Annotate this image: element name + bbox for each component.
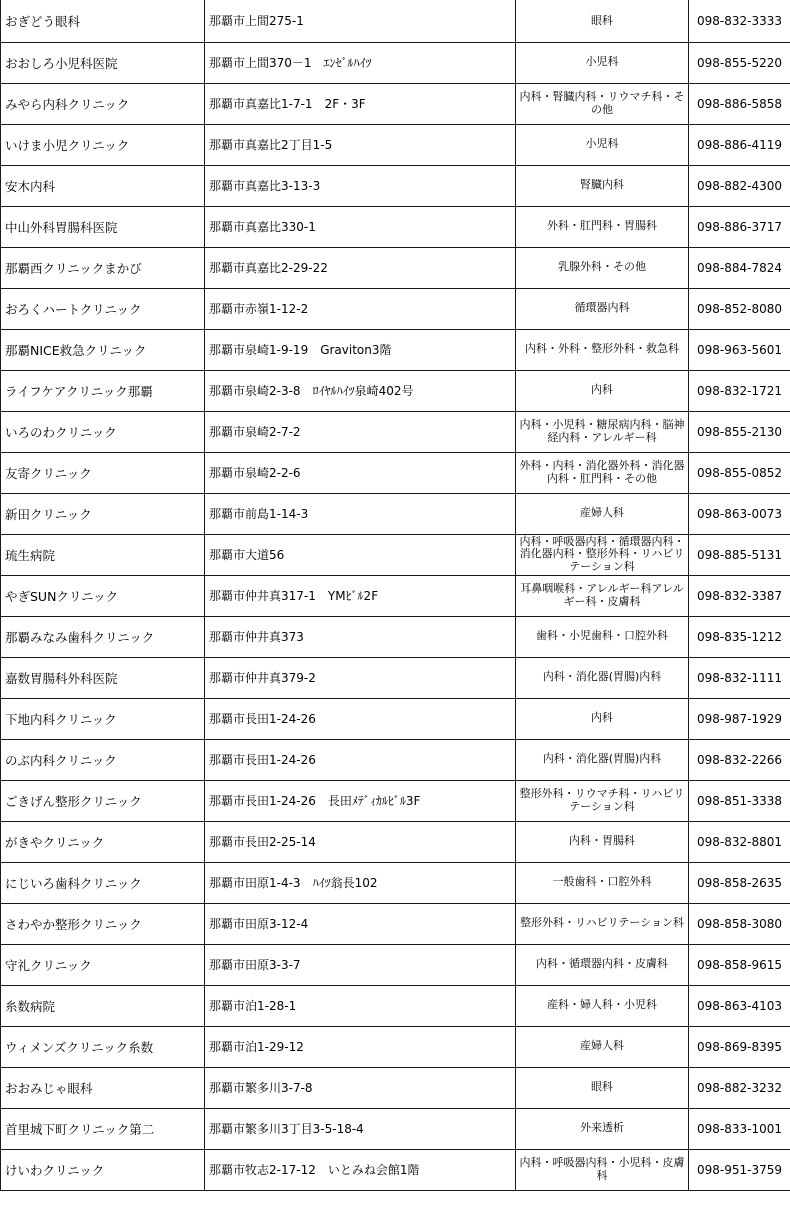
table-row [1, 288, 790, 329]
address-cell: 那覇市田原1-4-3 ﾊｲﾂ翁長102 [205, 862, 516, 903]
address-cell: 那覇市牧志2-17-12 いとみね会館1階 [205, 1149, 516, 1190]
clinic-name-cell: けいわクリニック [1, 1149, 205, 1190]
phone-cell: 098-832-2266 [689, 739, 790, 780]
address-cell: 那覇市泉崎1-9-19 Graviton3階 [205, 329, 516, 370]
table-row [1, 1026, 790, 1067]
address-cell: 那覇市長田1-24-26 長田ﾒﾃﾞｨｶﾙﾋﾞﾙ3F [205, 780, 516, 821]
address-cell: 那覇市長田1-24-26 [205, 698, 516, 739]
table-row [1, 657, 790, 698]
phone-cell: 098-832-1111 [689, 657, 790, 698]
department-cell: 外科・肛門科・胃腸科 [516, 206, 689, 247]
department-cell: 整形外科・リハビリテーション科 [516, 903, 689, 944]
table-row [1, 370, 790, 411]
clinic-name-cell: のぶ内科クリニック [1, 739, 205, 780]
address-cell: 那覇市前島1-14-3 [205, 493, 516, 534]
clinic-name-cell: いろのわクリニック [1, 411, 205, 452]
table-row [1, 739, 790, 780]
clinic-name-cell: 守礼クリニック [1, 944, 205, 985]
department-cell: 小児科 [516, 42, 689, 83]
phone-cell: 098-855-5220 [689, 42, 790, 83]
address-cell: 那覇市赤嶺1-12-2 [205, 288, 516, 329]
phone-cell: 098-882-4300 [689, 165, 790, 206]
table-row [1, 944, 790, 985]
address-cell: 那覇市泊1-28-1 [205, 985, 516, 1026]
clinic-name-cell: 糸数病院 [1, 985, 205, 1026]
address-cell: 那覇市田原3-12-4 [205, 903, 516, 944]
department-cell: 眼科 [516, 0, 689, 42]
phone-cell: 098-882-3232 [689, 1067, 790, 1108]
address-cell: 那覇市真嘉比330-1 [205, 206, 516, 247]
clinic-name-cell: ウィメンズクリニック糸数 [1, 1026, 205, 1067]
phone-cell: 098-987-1929 [689, 698, 790, 739]
clinic-name-cell: がきやクリニック [1, 821, 205, 862]
clinic-name-cell: おおみじゃ眼科 [1, 1067, 205, 1108]
table-row [1, 411, 790, 452]
department-cell: 整形外科・リウマチ科・リハビリテーション科 [516, 780, 689, 821]
department-cell: 内科・循環器内科・皮膚科 [516, 944, 689, 985]
address-cell: 那覇市長田2-25-14 [205, 821, 516, 862]
department-cell: 内科・外科・整形外科・救急科 [516, 329, 689, 370]
phone-cell: 098-832-3333 [689, 0, 790, 42]
phone-cell: 098-885-5131 [689, 534, 790, 575]
address-cell: 那覇市真嘉比2丁目1-5 [205, 124, 516, 165]
address-cell: 那覇市繁多川3-7-8 [205, 1067, 516, 1108]
table-row [1, 83, 790, 124]
phone-cell: 098-832-1721 [689, 370, 790, 411]
phone-cell: 098-886-4119 [689, 124, 790, 165]
table-row [1, 0, 790, 42]
clinic-name-cell: おろくハートクリニック [1, 288, 205, 329]
clinic-name-cell: おおしろ小児科医院 [1, 42, 205, 83]
address-cell: 那覇市泉崎2-2-6 [205, 452, 516, 493]
department-cell: 小児科 [516, 124, 689, 165]
table-row [1, 165, 790, 206]
table-row [1, 1149, 790, 1190]
table-row [1, 780, 790, 821]
address-cell: 那覇市泉崎2-3-8 ﾛｲﾔﾙﾊｲﾂ泉崎402号 [205, 370, 516, 411]
phone-cell: 098-851-3338 [689, 780, 790, 821]
phone-cell: 098-886-3717 [689, 206, 790, 247]
address-cell: 那覇市仲井真379-2 [205, 657, 516, 698]
table-row [1, 903, 790, 944]
clinic-table-body [1, 0, 790, 1190]
address-cell: 那覇市泊1-29-12 [205, 1026, 516, 1067]
phone-cell: 098-886-5858 [689, 83, 790, 124]
clinic-name-cell: 那覇みなみ歯科クリニック [1, 616, 205, 657]
phone-cell: 098-832-8801 [689, 821, 790, 862]
table-row [1, 575, 790, 616]
table-row [1, 206, 790, 247]
table-row [1, 616, 790, 657]
clinic-name-cell: 琉生病院 [1, 534, 205, 575]
department-cell: 耳鼻咽喉科・アレルギー科アレルギー科・皮膚科 [516, 575, 689, 616]
phone-cell: 098-835-1212 [689, 616, 790, 657]
department-cell: 内科・腎臓内科・リウマチ科・その他 [516, 83, 689, 124]
table-row [1, 862, 790, 903]
department-cell: 内科・呼吸器内科・循環器内科・消化器内科・整形外科・リハビリテーション科 [516, 534, 689, 575]
phone-cell: 098-863-0073 [689, 493, 790, 534]
department-cell: 乳腺外科・その他 [516, 247, 689, 288]
address-cell: 那覇市長田1-24-26 [205, 739, 516, 780]
clinic-name-cell: 下地内科クリニック [1, 698, 205, 739]
address-cell: 那覇市泉崎2-7-2 [205, 411, 516, 452]
table-row [1, 124, 790, 165]
table-row [1, 534, 790, 575]
clinic-name-cell: 嘉数胃腸科外科医院 [1, 657, 205, 698]
address-cell: 那覇市仲井真317-1 YMﾋﾞﾙ2F [205, 575, 516, 616]
department-cell: 内科・消化器(胃腸)内科 [516, 657, 689, 698]
address-cell: 那覇市上間275-1 [205, 0, 516, 42]
address-cell: 那覇市真嘉比1-7-1 2F・3F [205, 83, 516, 124]
clinic-name-cell: にじいろ歯科クリニック [1, 862, 205, 903]
department-cell: 内科・消化器(胃腸)内科 [516, 739, 689, 780]
department-cell: 産科・婦人科・小児科 [516, 985, 689, 1026]
phone-cell: 098-858-9615 [689, 944, 790, 985]
phone-cell: 098-884-7824 [689, 247, 790, 288]
department-cell: 内科・呼吸器内科・小児科・皮膚科 [516, 1149, 689, 1190]
department-cell: 内科・小児科・糖尿病内科・脳神経内科・アレルギー科 [516, 411, 689, 452]
clinic-name-cell: 那覇NICE救急クリニック [1, 329, 205, 370]
department-cell: 腎臓内科 [516, 165, 689, 206]
department-cell: 一般歯科・口腔外科 [516, 862, 689, 903]
table-row [1, 493, 790, 534]
table-row [1, 42, 790, 83]
department-cell: 産婦人科 [516, 1026, 689, 1067]
address-cell: 那覇市真嘉比3-13-3 [205, 165, 516, 206]
table-row [1, 452, 790, 493]
department-cell: 外科・内科・消化器外科・消化器内科・肛門科・その他 [516, 452, 689, 493]
table-row [1, 821, 790, 862]
clinic-name-cell: みやら内科クリニック [1, 83, 205, 124]
address-cell: 那覇市真嘉比2-29-22 [205, 247, 516, 288]
phone-cell: 098-858-2635 [689, 862, 790, 903]
phone-cell: 098-963-5601 [689, 329, 790, 370]
table-row [1, 247, 790, 288]
clinic-name-cell: さわやか整形クリニック [1, 903, 205, 944]
department-cell: 内科・胃腸科 [516, 821, 689, 862]
table-row [1, 329, 790, 370]
clinic-name-cell: 安木内科 [1, 165, 205, 206]
address-cell: 那覇市仲井真373 [205, 616, 516, 657]
clinic-name-cell: ライフケアクリニック那覇 [1, 370, 205, 411]
address-cell: 那覇市上間370－1 ｴﾝｾﾞﾙﾊｲﾂ [205, 42, 516, 83]
department-cell: 内科 [516, 698, 689, 739]
clinic-name-cell: おぎどう眼科 [1, 0, 205, 42]
clinic-name-cell: 那覇西クリニックまかび [1, 247, 205, 288]
phone-cell: 098-832-3387 [689, 575, 790, 616]
address-cell: 那覇市大道56 [205, 534, 516, 575]
phone-cell: 098-858-3080 [689, 903, 790, 944]
address-cell: 那覇市繁多川3丁目3-5-18-4 [205, 1108, 516, 1149]
phone-cell: 098-951-3759 [689, 1149, 790, 1190]
phone-cell: 098-852-8080 [689, 288, 790, 329]
table-row [1, 1108, 790, 1149]
clinic-name-cell: 友寄クリニック [1, 452, 205, 493]
department-cell: 産婦人科 [516, 493, 689, 534]
clinic-name-cell: 首里城下町クリニック第二 [1, 1108, 205, 1149]
clinic-name-cell: いけま小児クリニック [1, 124, 205, 165]
phone-cell: 098-833-1001 [689, 1108, 790, 1149]
table-row [1, 985, 790, 1026]
department-cell: 歯科・小児歯科・口腔外科 [516, 616, 689, 657]
clinic-name-cell: やぎSUNクリニック [1, 575, 205, 616]
clinic-name-cell: 新田クリニック [1, 493, 205, 534]
table-row [1, 1067, 790, 1108]
department-cell: 内科 [516, 370, 689, 411]
phone-cell: 098-869-8395 [689, 1026, 790, 1067]
department-cell: 眼科 [516, 1067, 689, 1108]
phone-cell: 098-863-4103 [689, 985, 790, 1026]
phone-cell: 098-855-2130 [689, 411, 790, 452]
clinic-name-cell: ごきげん整形クリニック [1, 780, 205, 821]
clinic-name-cell: 中山外科胃腸科医院 [1, 206, 205, 247]
department-cell: 外来透析 [516, 1108, 689, 1149]
table-row [1, 698, 790, 739]
department-cell: 循環器内科 [516, 288, 689, 329]
phone-cell: 098-855-0852 [689, 452, 790, 493]
address-cell: 那覇市田原3-3-7 [205, 944, 516, 985]
